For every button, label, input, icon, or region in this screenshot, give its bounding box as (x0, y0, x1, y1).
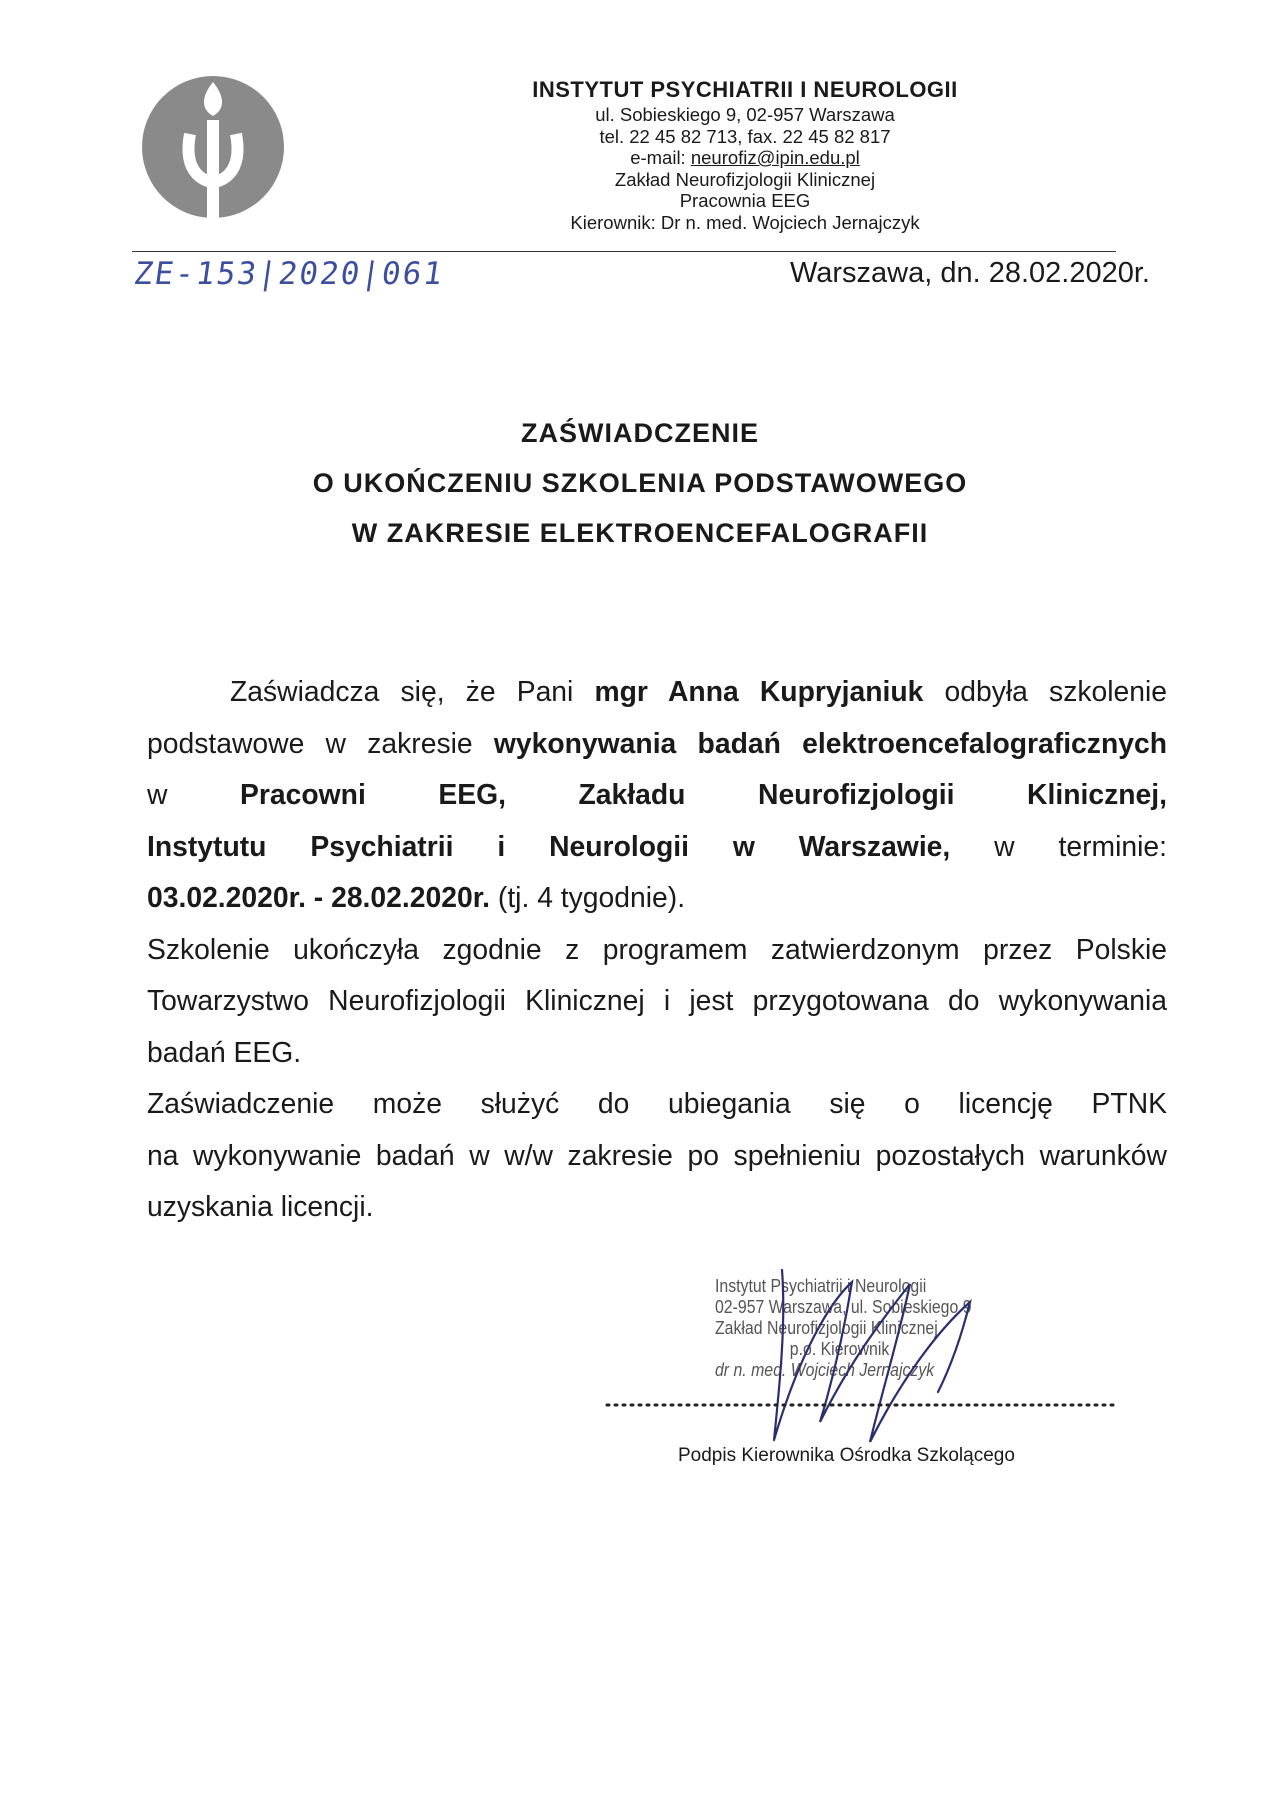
body-p3-line-1: Zaświadczenie może służyć do ubiegania się o licencję PTNK (147, 1087, 1167, 1119)
body-p3-line-2: na wykonywanie badań w w/w zakresie po spełnieniu pozostałych warunków (147, 1138, 1167, 1171)
issue-date: Warszawa, dn. 28.02.2020r. (789, 257, 1150, 289)
training-period: 03.02.2020r. - 28.02.2020r. (147, 881, 491, 913)
email-link[interactable]: neurofiz@ipin.edu.pl (690, 147, 860, 168)
training-institute: Instytutu Psychiatrii i Neurologii w Warszawie, (147, 829, 951, 862)
body-p2-line-1: Szkolenie ukończyła zgodnie z programem zatwierdzonym przez Polskie (147, 932, 1167, 965)
text: (tj. 4 tygodnie). (490, 881, 686, 913)
stamp-line-1: Instytut Psychiatrii i Neurologii (715, 1276, 927, 1296)
institution-lab: Pracownia EEG (679, 190, 811, 211)
body-line-4 (147, 821, 1167, 873)
institution-name: INSTYTUT PSYCHIATRII I NEUROLOGII (532, 77, 958, 102)
document-title (0, 408, 1280, 558)
stamp-line-4: p.o. Kierownik (789, 1339, 890, 1359)
psi-logo-icon (142, 76, 284, 218)
body-line-1 (147, 666, 1167, 718)
recipient-name: mgr Anna Kupryjaniuk (594, 675, 924, 707)
title-line-3: W ZAKRESIE ELEKTROENCEFALOGRAFII (351, 518, 929, 548)
stamp-line-2: 02-957 Warszawa, ul. Sobieskiego 9 (715, 1297, 972, 1317)
body-p2-line-2: Towarzystwo Neurofizjologii Klinicznej i jest przygotowana do wykonywania (147, 984, 1167, 1016)
body-line-3 (147, 769, 1167, 821)
body-p2-line-3: badań EEG. (147, 1035, 302, 1068)
signature-line (605, 1400, 1120, 1410)
stamp-line-5: dr n. med. Wojciech Jernajczyk (715, 1360, 935, 1380)
text: podstawowe w zakresie (147, 726, 494, 759)
institution-address: ul. Sobieskiego 9, 02-957 Warszawa (595, 104, 895, 125)
stamp-line-3: Zakład Neurofizjologii Klinicznej (715, 1318, 938, 1338)
body-p3-line-3: uzyskania licencji. (147, 1190, 374, 1222)
text: Zaświadcza się, że Pani (230, 675, 595, 707)
handwritten-signature (760, 1262, 1020, 1452)
institution-header (440, 76, 1050, 233)
institution-phone-fax: tel. 22 45 82 713, fax. 22 45 82 817 (599, 125, 891, 147)
institution-department: Zakład Neurofizjologii Klinicznej (614, 168, 876, 190)
certificate-body (147, 666, 1167, 1233)
header-divider (132, 251, 1116, 252)
institution-email-line (440, 147, 1050, 169)
training-scope: wykonywania badań elektroencefalograficznych (493, 726, 1167, 759)
signature-caption: Podpis Kierownika Ośrodka Szkolącego (678, 1445, 1015, 1466)
reference-number: ZE-153|2020|061 (131, 256, 447, 292)
institution-head: Kierownik: Dr n. med. Wojciech Jernajczyk (570, 211, 920, 233)
title-line-1: ZAŚWIADCZENIE (521, 418, 759, 448)
text: w (147, 778, 240, 810)
training-place: Pracowni EEG, Zakładu Neurofizjologii Klinicznej, (240, 778, 1167, 810)
email-label: e-mail: (630, 147, 691, 168)
body-line-2 (147, 718, 1167, 770)
title-line-2: O UKOŃCZENIU SZKOLENIA PODSTAWOWEGO (312, 468, 968, 498)
text: w terminie: (950, 829, 1167, 862)
text: odbyła szkolenie (923, 675, 1168, 707)
body-line-5 (147, 872, 1167, 924)
